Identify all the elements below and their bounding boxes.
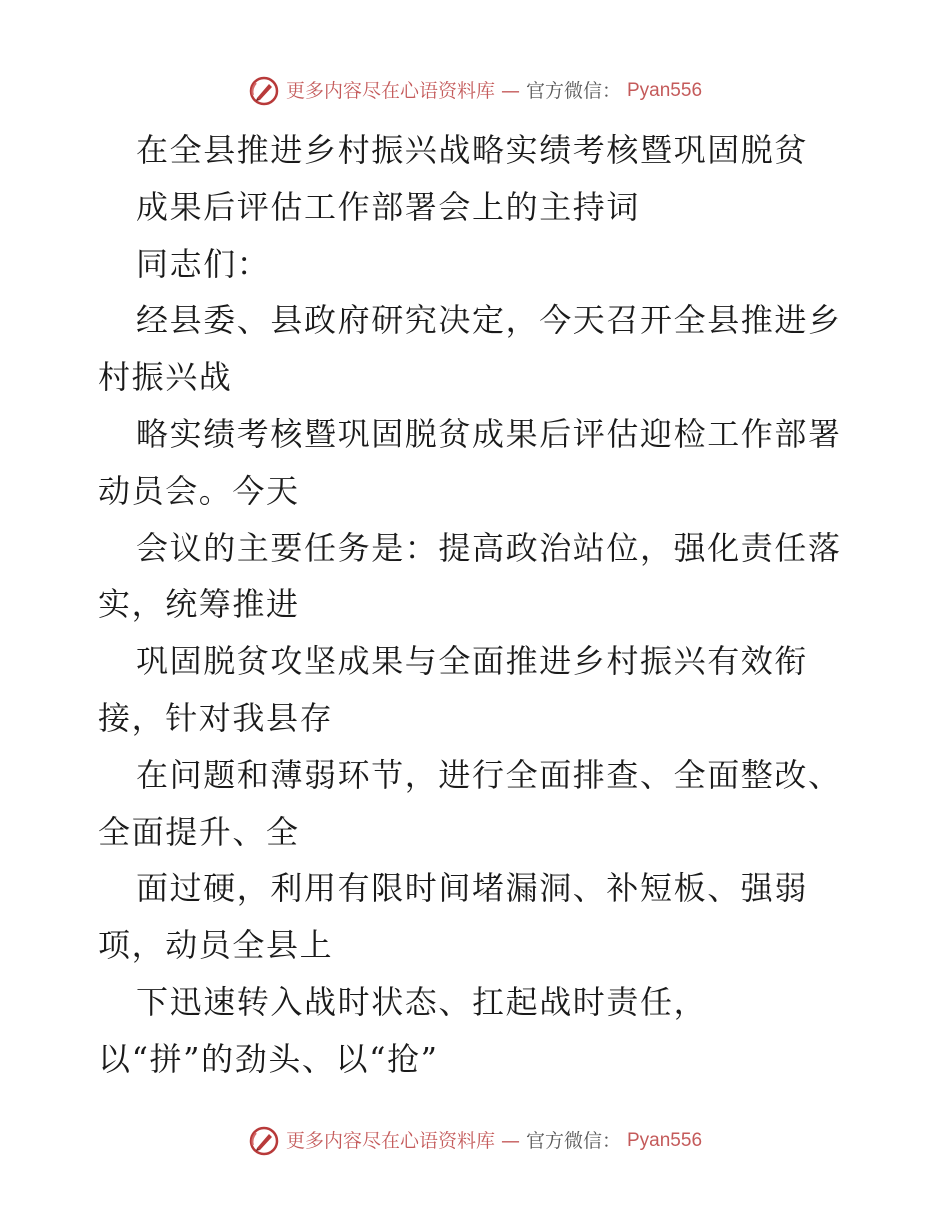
text-line: 接，针对我县存 [98,698,334,737]
footer-watermark [0,1124,950,1158]
text-line: 在全县推进乡村振兴战略实绩考核暨巩固脱贫 [136,131,809,169]
text-line: 巩固脱贫攻坚成果与全面推进乡村振兴有效衔 [136,642,809,681]
text-line: 在问题和薄弱环节，进行全面排查、全面整改、 [136,755,842,794]
watermark-wechat-label: 官方微信： [525,80,621,102]
text-line: 面过硬，利用有限时间堵漏洞、补短板、强弱 [136,869,809,908]
text-line: 经县委、县政府研究决定，今天召开全县推进乡 [136,301,842,340]
watermark-wechat-id: Pyan556 [627,80,703,101]
text-line: 动员会。今天 [98,471,300,510]
text-line: 项，动员全县上 [98,926,334,965]
watermark-dash: — [500,80,520,102]
header-watermark [0,74,950,108]
watermark-wechat-id: Pyan556 [627,1130,703,1151]
text-line: 会议的主要任务是：提高政治站位，强化责任落 [136,528,842,567]
text-line: 成果后评估工作部署会上的主持词 [136,187,641,226]
watermark-dash: — [500,1130,520,1152]
text-line: 实，统筹推进 [98,585,300,624]
text-line: 略实绩考核暨巩固脱贫成果后评估迎检工作部署 [136,414,842,453]
watermark-wechat-label: 官方微信： [525,1130,621,1152]
text-line: 同志们： [136,244,271,283]
pen-logo-icon [248,1125,280,1157]
text-line: 以“拼”的劲头、以“抢” [98,1039,439,1078]
text-line: 村振兴战 [98,358,233,397]
pen-logo-icon [248,75,280,107]
watermark-text: 更多内容尽在心语资料库 [285,1130,495,1152]
watermark-text: 更多内容尽在心语资料库 [285,80,495,102]
document-body [98,122,898,1088]
text-line: 全面提升、全 [98,812,300,851]
text-line: 下迅速转入战时状态、扛起战时责任， [136,982,708,1021]
